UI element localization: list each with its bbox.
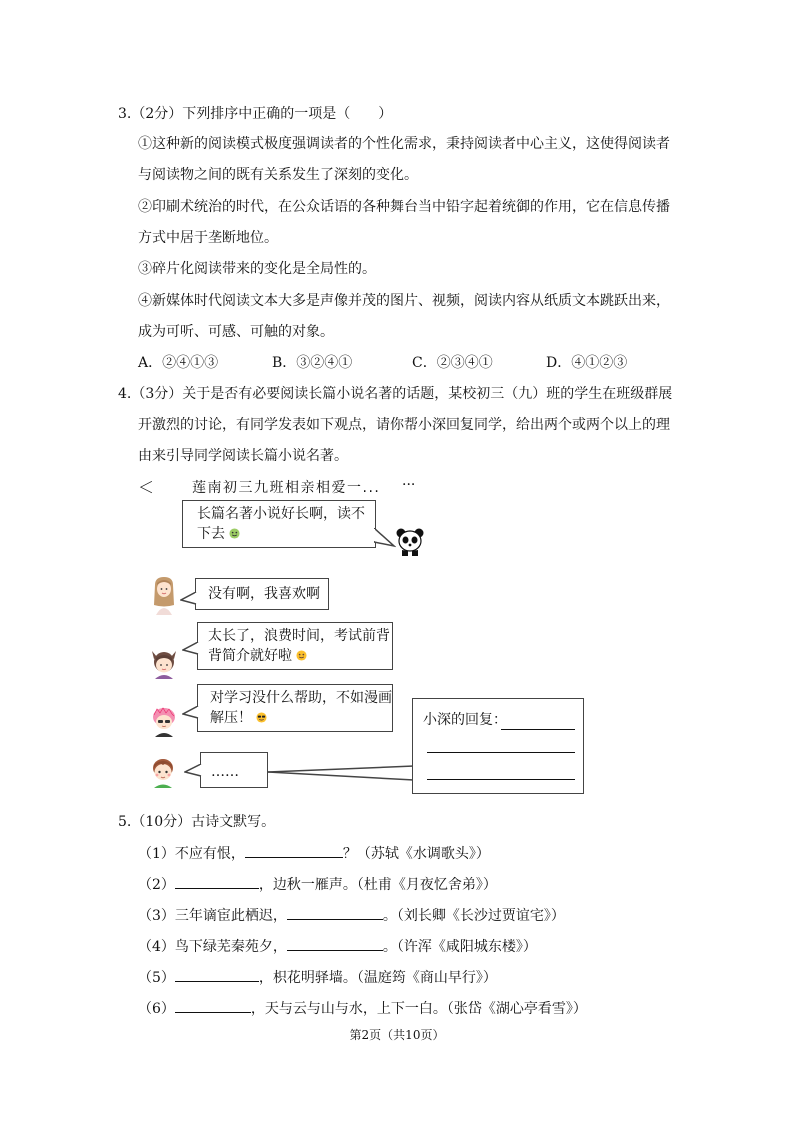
chat-bubble-5-line-1: …… bbox=[211, 764, 239, 780]
q5-item-2-after: ，边秋一雁声。（杜甫《月夜忆舍弟》） bbox=[258, 877, 497, 893]
q4-stem-line-2: 开激烈的讨论，有同学发表如下观点，请你帮小深回复同学，给出两个或两个以上的理 bbox=[138, 417, 670, 433]
q5-item-6-after: ，天与云与山与水，上下一白。（张岱《湖心亭看雪》） bbox=[250, 1001, 587, 1017]
chat-bubble-1-line-2: 下去 bbox=[197, 526, 225, 542]
q5-item-3-before: 三年谪宦此栖迟， bbox=[174, 908, 287, 924]
chat-more-icon[interactable]: ··· bbox=[402, 477, 416, 493]
chat-back-icon[interactable]: ＜ bbox=[138, 478, 155, 497]
xiaoshen-avatar bbox=[148, 756, 178, 788]
q5-item-6-blank[interactable] bbox=[175, 997, 251, 1013]
q5-item-5-blank[interactable] bbox=[175, 966, 259, 982]
q5-item-1-blank[interactable] bbox=[245, 842, 343, 858]
q5-item-2-num: （2） bbox=[138, 877, 175, 893]
q5-item-2-blank[interactable] bbox=[175, 873, 259, 889]
q5-item-4-after: 。（许浑《咸阳城东楼》） bbox=[382, 939, 537, 955]
q5-item-3-after: 。（刘长卿《长沙过贾谊宅》） bbox=[382, 908, 565, 924]
reply-blank-2[interactable] bbox=[427, 752, 575, 753]
q3-sentence-2-line-1: ②印刷术统治的时代，在公众话语的各种舞台当中铅字起着统御的作用，它在信息传播 bbox=[138, 199, 670, 215]
chat-bubble-3-line-2: 背简介就好啦 bbox=[208, 648, 292, 664]
chat-bubble-4-tail bbox=[182, 706, 199, 720]
chat-bubble-3-line-1: 太长了，浪费时间，考试前背 bbox=[208, 628, 390, 644]
q5-item-3-blank[interactable] bbox=[287, 904, 383, 920]
q5-item-1-before: 不应有恨， bbox=[174, 846, 245, 862]
chat-bubble-2-tail bbox=[180, 592, 197, 606]
chat-bubble-5-tail bbox=[184, 764, 202, 778]
chat-bubble-3-tail bbox=[182, 642, 199, 656]
q3-option-b[interactable]: B．③②④① bbox=[272, 355, 353, 371]
chat-bubble-3 bbox=[197, 622, 393, 670]
boy-pink-hair-avatar bbox=[149, 705, 179, 737]
chat-bubble-2-line-1: 没有啊，我喜欢啊 bbox=[208, 586, 320, 602]
girl-long-hair-avatar bbox=[149, 575, 179, 615]
q5-item-6 bbox=[138, 997, 587, 1019]
girl-pigtail-avatar bbox=[149, 647, 179, 679]
chat-bubble-4-line-1: 对学习没什么帮助，不如漫画 bbox=[210, 690, 392, 706]
q5-item-3-num: （3） bbox=[138, 908, 175, 924]
q3-sentence-1-line-1: ①这种新的阅读模式极度强调读者的个性化需求，秉持阅读者中心主义，这使得阅读者 bbox=[138, 136, 670, 152]
q5-item-5-num: （5） bbox=[138, 970, 175, 986]
q4-stem-line-3: 由来引导同学阅读长篇小说名著。 bbox=[138, 448, 348, 464]
chat-bubble-5 bbox=[200, 752, 268, 788]
chat-group-name: 莲南初三九班相亲相爱一... bbox=[192, 480, 381, 496]
smile-green-icon bbox=[229, 528, 240, 539]
q3-option-c[interactable]: C．②③④① bbox=[412, 355, 493, 371]
q5-item-4-num: （4） bbox=[138, 939, 175, 955]
reply-label: 小深的回复： bbox=[423, 712, 507, 728]
q5-item-5-after: ，枳花明驿墙。（温庭筠《商山早行》） bbox=[258, 970, 497, 986]
q3-option-d[interactable]: D．④①②③ bbox=[546, 355, 628, 371]
q5-item-4-blank[interactable] bbox=[287, 935, 383, 951]
q3-sentence-2-line-2: 方式中居于垄断地位。 bbox=[138, 230, 278, 246]
chat-bubble-4-line-2: 解压！ bbox=[210, 710, 252, 726]
reply-box[interactable] bbox=[412, 698, 584, 794]
chat-bubble-1-line-1: 长篇名著小说好长啊，读不 bbox=[197, 506, 365, 522]
page-footer: 第2页（共10页） bbox=[349, 1028, 445, 1042]
q5-item-5 bbox=[138, 966, 497, 988]
q5-item-3 bbox=[138, 904, 565, 926]
q5-item-2 bbox=[138, 873, 497, 895]
chat-bubble-2 bbox=[195, 578, 329, 610]
q3-sentence-4-line-2: 成为可听、可感、可触的对象。 bbox=[138, 324, 334, 340]
q5-stem: 5.（10分）古诗文默写。 bbox=[118, 814, 276, 830]
smile-yellow-icon bbox=[296, 650, 307, 661]
chat-bubble-1 bbox=[182, 500, 376, 548]
q5-item-1-num: （1） bbox=[138, 846, 175, 862]
q4-stem-line-1: 4.（3分）关于是否有必要阅读长篇小说名著的话题，某校初三（九）班的学生在班级群展 bbox=[118, 386, 673, 402]
q5-item-4-before: 鸟下绿芜秦苑夕， bbox=[174, 939, 287, 955]
chat-bubble-4 bbox=[197, 684, 393, 732]
q5-item-1 bbox=[138, 842, 490, 864]
q5-item-1-after: ？（苏轼《水调歌头》） bbox=[342, 846, 490, 862]
reply-connector-line bbox=[266, 762, 416, 782]
panda-avatar bbox=[396, 527, 424, 557]
sunglasses-icon bbox=[256, 712, 267, 723]
q3-sentence-3: ③碎片化阅读带来的变化是全局性的。 bbox=[138, 261, 376, 277]
q3-stem: 3.（2分）下列排序中正确的一项是（ ） bbox=[118, 106, 393, 122]
q5-item-4 bbox=[138, 935, 537, 957]
chat-bubble-1-tail bbox=[374, 528, 396, 548]
q3-sentence-1-line-2: 与阅读物之间的既有关系发生了深刻的变化。 bbox=[138, 167, 418, 183]
q3-option-a[interactable]: A．②④①③ bbox=[138, 355, 219, 371]
reply-blank-3[interactable] bbox=[427, 779, 575, 780]
q5-item-6-num: （6） bbox=[138, 1001, 175, 1017]
reply-blank-1[interactable] bbox=[501, 729, 575, 730]
q3-sentence-4-line-1: ④新媒体时代阅读文本大多是声像并茂的图片、视频，阅读内容从纸质文本跳跃出来， bbox=[138, 293, 670, 309]
